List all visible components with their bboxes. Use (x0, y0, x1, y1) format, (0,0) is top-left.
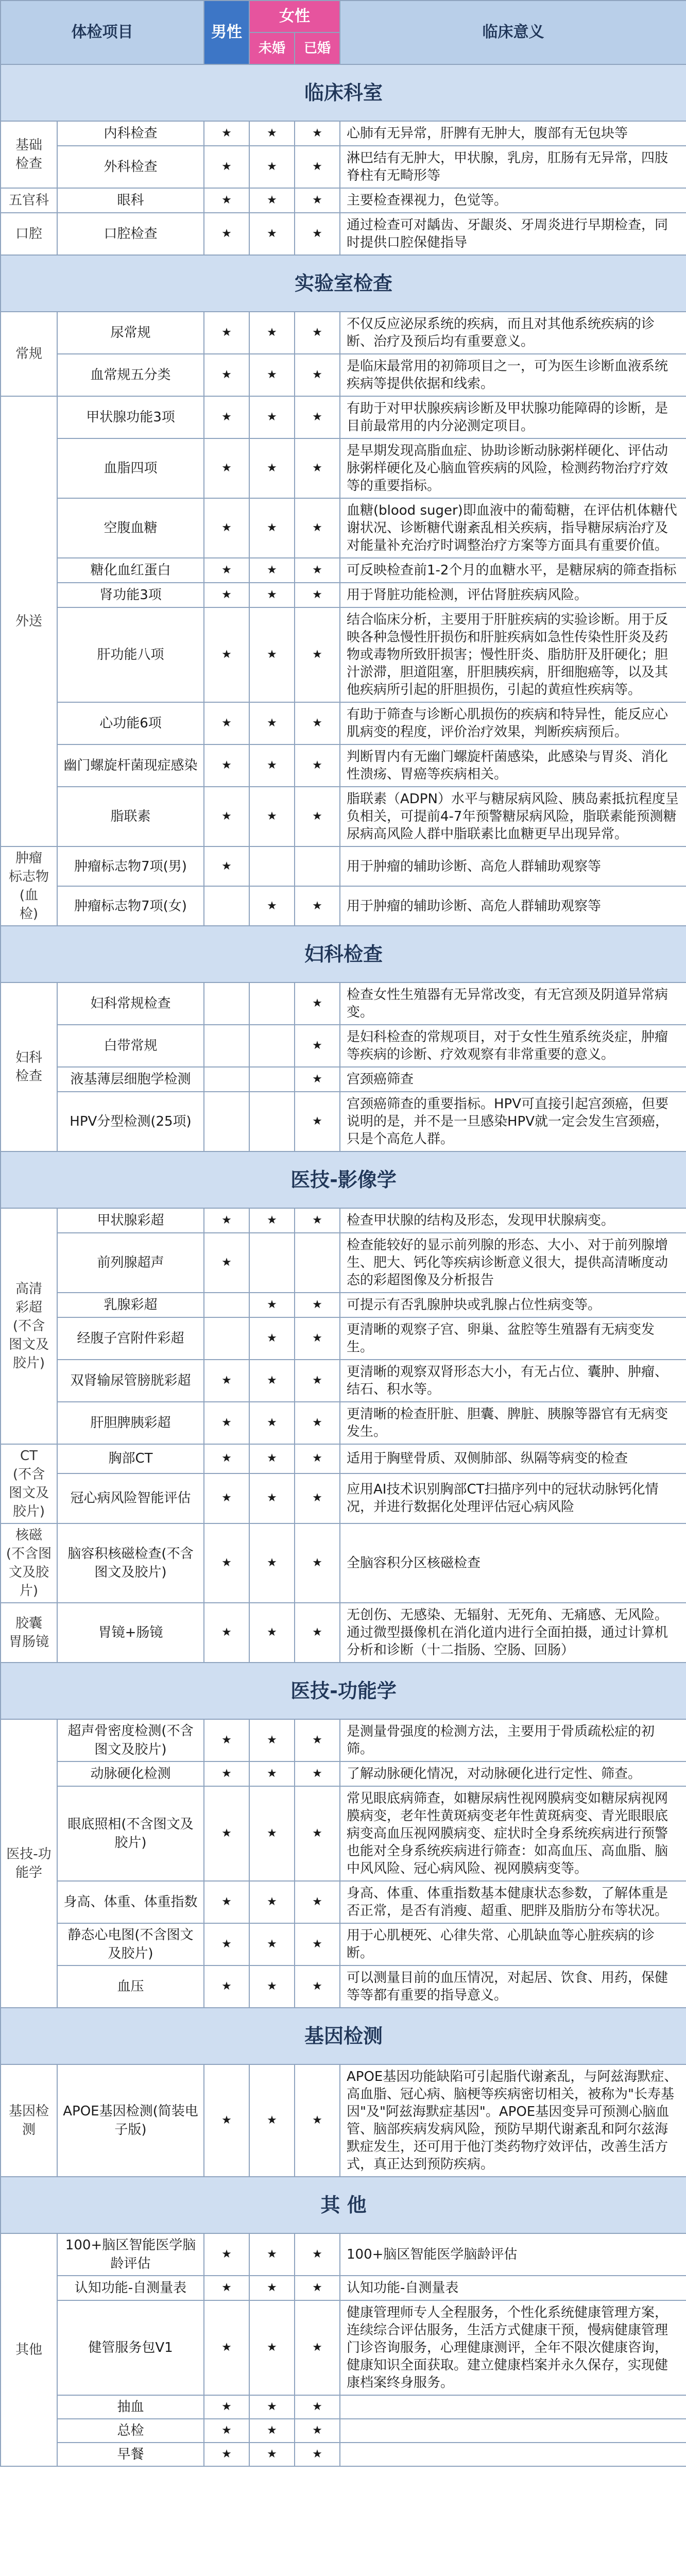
table-row (1, 2300, 686, 2395)
female-unmarried-mark: ★ (249, 1473, 295, 1523)
table-row (1, 1360, 686, 1402)
clinical-meaning: 是妇科检查的常规项目，对于女性生殖系统炎症，肿瘤等疾病的诊断、疗效观察有非常重要的意义。 (340, 1025, 686, 1067)
item-name: 脑容积核磁检查(不含图文及胶片) (57, 1523, 204, 1603)
table-row (1, 146, 686, 188)
male-mark: ★ (204, 1360, 249, 1402)
female-unmarried-mark: ★ (249, 121, 295, 146)
female-married-mark: ★ (295, 2395, 340, 2419)
clinical-meaning: 用于肿瘤的辅助诊断、高危人群辅助观察等 (340, 846, 686, 886)
male-mark: ★ (204, 1719, 249, 1761)
category-cell: 口腔 (1, 213, 57, 255)
female-unmarried-mark: ★ (249, 354, 295, 396)
item-name: 前列腺超声 (57, 1233, 204, 1293)
male-mark: ★ (204, 558, 249, 583)
item-name: 脂联素 (57, 787, 204, 846)
female-unmarried-mark: ★ (249, 702, 295, 744)
section-title: 医技-功能学 (1, 1663, 686, 1719)
item-name: 甲状腺功能3项 (57, 396, 204, 438)
male-mark: ★ (204, 213, 249, 255)
clinical-meaning: 更清晰的观察子宫、卵巢、盆腔等生殖器有无病变发生。 (340, 1317, 686, 1360)
male-mark: ★ (204, 702, 249, 744)
table-row (1, 846, 686, 886)
male-mark: ★ (204, 354, 249, 396)
female-married-mark: ★ (295, 1025, 340, 1067)
clinical-meaning: 宫颈癌筛查的重要指标。HPV可直接引起宫颈癌，但要说明的是，并不是一旦感染HPV就一定会发生宫颈癌，只是个高危人群。 (340, 1092, 686, 1151)
category-cell: 医技-功 能学 (1, 1719, 57, 2008)
table-row (1, 787, 686, 846)
female-unmarried-mark (249, 982, 295, 1025)
clinical-meaning: 用于肿瘤的辅助诊断、高危人群辅助观察等 (340, 886, 686, 926)
male-mark: ★ (204, 1923, 249, 1965)
table-row (1, 1761, 686, 1786)
female-unmarried-mark: ★ (249, 2276, 295, 2300)
table-row (1, 312, 686, 354)
female-married-mark: ★ (295, 1293, 340, 1317)
male-mark (204, 1092, 249, 1151)
table-row (1, 2395, 686, 2419)
item-name: 超声骨密度检测(不含图文及胶片) (57, 1719, 204, 1761)
female-unmarried-mark: ★ (249, 1603, 295, 1663)
female-unmarried-mark: ★ (249, 1208, 295, 1233)
section-header (1, 2008, 686, 2064)
table-row (1, 607, 686, 702)
header-female: 女性 (249, 1, 340, 32)
female-unmarried-mark: ★ (249, 1786, 295, 1881)
table-row (1, 1233, 686, 1293)
item-name: 内科检查 (57, 121, 204, 146)
category-cell: 其他 (1, 2233, 57, 2466)
section-header (1, 2177, 686, 2233)
female-married-mark: ★ (295, 1923, 340, 1965)
female-married-mark: ★ (295, 1092, 340, 1151)
female-married-mark: ★ (295, 583, 340, 607)
male-mark: ★ (204, 2443, 249, 2466)
female-unmarried-mark (249, 1092, 295, 1151)
item-name: 经腹子宫附件彩超 (57, 1317, 204, 1360)
table-row (1, 1067, 686, 1092)
category-cell: 基础 检查 (1, 121, 57, 188)
female-unmarried-mark (249, 846, 295, 886)
male-mark (204, 1293, 249, 1317)
female-unmarried-mark: ★ (249, 188, 295, 213)
female-married-mark: ★ (295, 1719, 340, 1761)
female-married-mark: ★ (295, 702, 340, 744)
female-unmarried-mark: ★ (249, 1719, 295, 1761)
male-mark: ★ (204, 1786, 249, 1881)
female-married-mark: ★ (295, 1523, 340, 1603)
male-mark: ★ (204, 1965, 249, 2008)
category-cell: 胶囊 胃肠镜 (1, 1603, 57, 1663)
male-mark: ★ (204, 1881, 249, 1923)
female-unmarried-mark: ★ (249, 1881, 295, 1923)
table-row (1, 1923, 686, 1965)
category-cell: 外送 (1, 396, 57, 846)
female-married-mark: ★ (295, 2443, 340, 2466)
female-married-mark: ★ (295, 2064, 340, 2177)
clinical-meaning (340, 2443, 686, 2466)
item-name: 双肾输尿管膀胱彩超 (57, 1360, 204, 1402)
table-row (1, 2064, 686, 2177)
male-mark: ★ (204, 498, 249, 558)
male-mark: ★ (204, 1523, 249, 1603)
clinical-meaning: 无创伤、无感染、无辐射、无死角、无痛感、无风险。通过微型摄像机在消化道内进行全面拍摄，通过计算机分析和诊断（十二指肠、空肠、回肠） (340, 1603, 686, 1663)
item-name: 肿瘤标志物7项(女) (57, 886, 204, 926)
item-name: 认知功能-自测量表 (57, 2276, 204, 2300)
table-row (1, 1317, 686, 1360)
female-unmarried-mark (249, 1067, 295, 1092)
item-name: 早餐 (57, 2443, 204, 2466)
male-mark: ★ (204, 2395, 249, 2419)
female-married-mark: ★ (295, 1067, 340, 1092)
female-married-mark: ★ (295, 396, 340, 438)
clinical-meaning: 有助于对甲状腺疾病诊断及甲状腺功能障碍的诊断，是目前最常用的内分泌测定项目。 (340, 396, 686, 438)
table-row (1, 1473, 686, 1523)
table-row (1, 1208, 686, 1233)
male-mark: ★ (204, 787, 249, 846)
female-married-mark (295, 846, 340, 886)
female-married-mark: ★ (295, 2419, 340, 2443)
clinical-meaning: 健康管理师专人全程服务，个性化系统健康管理方案，连续综合评估服务，生活方式健康干预，慢病健康管理门诊咨询服务，心理健康测评，全年不限次健康咨询，健康知识全面获取。建立健康档案并永久保存，实现健康档案终身服务。 (340, 2300, 686, 2395)
male-mark (204, 982, 249, 1025)
table-row (1, 1523, 686, 1603)
item-name: 肝功能八项 (57, 607, 204, 702)
female-unmarried-mark: ★ (249, 583, 295, 607)
male-mark: ★ (204, 2064, 249, 2177)
clinical-meaning: 血糖(blood suger)即血液中的葡萄糖，在评估机体糖代谢状况、诊断糖代谢紊乱相关疾病，指导糖尿病治疗及对能量补充治疗时调整治疗方案等方面具有重要价值。 (340, 498, 686, 558)
checkup-table-body (1, 64, 686, 2466)
male-mark (204, 1025, 249, 1067)
section-header (1, 1663, 686, 1719)
clinical-meaning: 是临床最常用的初筛项目之一，可为医生诊断血液系统疾病等提供依据和线索。 (340, 354, 686, 396)
female-married-mark: ★ (295, 2300, 340, 2395)
female-married-mark: ★ (295, 121, 340, 146)
female-unmarried-mark: ★ (249, 1523, 295, 1603)
clinical-meaning: 用于肾脏功能检测，评估肾脏疾病风险。 (340, 583, 686, 607)
section-header (1, 1151, 686, 1208)
female-unmarried-mark: ★ (249, 2395, 295, 2419)
table-row (1, 2276, 686, 2300)
male-mark: ★ (204, 1208, 249, 1233)
item-name: 肝胆脾胰彩超 (57, 1402, 204, 1444)
male-mark: ★ (204, 2419, 249, 2443)
item-name: 心功能6项 (57, 702, 204, 744)
female-married-mark: ★ (295, 188, 340, 213)
item-name: 健管服务包V1 (57, 2300, 204, 2395)
female-married-mark: ★ (295, 886, 340, 926)
female-married-mark: ★ (295, 744, 340, 787)
header-unmarried: 未婚 (249, 32, 295, 64)
item-name: 100+脑区智能医学脑龄评估 (57, 2233, 204, 2276)
item-name: 液基薄层细胞学检测 (57, 1067, 204, 1092)
female-unmarried-mark: ★ (249, 1293, 295, 1317)
section-title: 实验室检查 (1, 255, 686, 312)
clinical-meaning (340, 2395, 686, 2419)
table-row (1, 1965, 686, 2008)
table-row (1, 583, 686, 607)
item-name: 乳腺彩超 (57, 1293, 204, 1317)
female-unmarried-mark: ★ (249, 312, 295, 354)
female-unmarried-mark: ★ (249, 1965, 295, 2008)
female-married-mark: ★ (295, 213, 340, 255)
section-header (1, 64, 686, 121)
clinical-meaning: 有助于筛查与诊断心肌损伤的疾病和特异性，能反应心肌病变的程度，评价治疗效果，判断疾病预后。 (340, 702, 686, 744)
clinical-meaning: 常见眼底病筛查，如糖尿病性视网膜病变如糖尿病视网膜病变，老年性黄斑病变老年性黄斑病变、青光眼眼底病变高血压视网膜病变、症状时全身系统疾病进行预警也能对全身系统疾病进行筛查：如高血压、高血脂、脑中风风险、冠心病风险、视网膜病变等。 (340, 1786, 686, 1881)
item-name: 血压 (57, 1965, 204, 2008)
female-married-mark: ★ (295, 607, 340, 702)
header-male: 男性 (204, 1, 249, 64)
table-row (1, 2419, 686, 2443)
female-unmarried-mark: ★ (249, 607, 295, 702)
female-unmarried-mark: ★ (249, 396, 295, 438)
category-cell: CT (不含 图文及 胶片) (1, 1444, 57, 1523)
category-cell: 核磁 (不含图 文及胶 片) (1, 1523, 57, 1603)
table-row (1, 498, 686, 558)
header-item: 体检项目 (1, 1, 204, 64)
clinical-meaning: 判断胃内有无幽门螺旋杆菌感染，此感染与胃炎、消化性溃疡、胃癌等疾病相关。 (340, 744, 686, 787)
section-header (1, 255, 686, 312)
clinical-meaning: 结合临床分析，主要用于肝脏疾病的实验诊断。用于反映各种急慢性肝损伤和肝脏疾病如急性传染性肝炎及药物或毒物所致肝损害；慢性肝炎、脂肪肝及肝硬化；胆汁淤滞，胆道阻塞，肝胆胰疾病，肝细胞癌等，以及其他疾病所引起的肝胆损伤，引起的黄疸性疾病等。 (340, 607, 686, 702)
male-mark: ★ (204, 1473, 249, 1523)
item-name: 眼底照相(不含图文及胶片) (57, 1786, 204, 1881)
item-name: 糖化血红蛋白 (57, 558, 204, 583)
table-row (1, 213, 686, 255)
female-unmarried-mark: ★ (249, 1761, 295, 1786)
male-mark: ★ (204, 744, 249, 787)
female-unmarried-mark: ★ (249, 787, 295, 846)
table-row (1, 1025, 686, 1067)
category-cell: 肿瘤 标志物 (血 检) (1, 846, 57, 926)
female-unmarried-mark: ★ (249, 2443, 295, 2466)
female-unmarried-mark: ★ (249, 2300, 295, 2395)
clinical-meaning: APOE基因功能缺陷可引起脂代谢紊乱，与阿兹海默症、高血脂、冠心病、脑梗等疾病密切相关，被称为"长寿基因"及"阿兹海默症基因"。APOE基因变异可预测心脑血管、脑部疾病发病风险，预防早期代谢紊乱和阿尔兹海默症发生，还可用于他汀类药物疗效评估，改善生活方式，真正达到预防疾病。 (340, 2064, 686, 2177)
clinical-meaning: 检查甲状腺的结构及形态，发现甲状腺病变。 (340, 1208, 686, 1233)
male-mark: ★ (204, 2276, 249, 2300)
female-unmarried-mark: ★ (249, 213, 295, 255)
female-married-mark: ★ (295, 312, 340, 354)
female-unmarried-mark: ★ (249, 558, 295, 583)
clinical-meaning: 可反映检查前1-2个月的血糖水平，是糖尿病的筛查指标 (340, 558, 686, 583)
clinical-meaning: 不仅反应泌尿系统的疾病，而且对其他系统疾病的诊断、治疗及预后均有重要意义。 (340, 312, 686, 354)
female-unmarried-mark: ★ (249, 886, 295, 926)
clinical-meaning: 检查女性生殖器有无异常改变，有无宫颈及阴道异常病变。 (340, 982, 686, 1025)
item-name: 肾功能3项 (57, 583, 204, 607)
male-mark: ★ (204, 146, 249, 188)
section-title: 其 他 (1, 2177, 686, 2233)
category-cell: 高清 彩超 (不含 图文及 胶片) (1, 1208, 57, 1444)
clinical-meaning: 心肺有无异常，肝脾有无肿大，腹部有无包块等 (340, 121, 686, 146)
female-married-mark (295, 1233, 340, 1293)
male-mark (204, 1317, 249, 1360)
male-mark: ★ (204, 607, 249, 702)
female-unmarried-mark: ★ (249, 2233, 295, 2276)
category-cell: 妇科 检查 (1, 982, 57, 1151)
female-married-mark: ★ (295, 1603, 340, 1663)
male-mark: ★ (204, 1233, 249, 1293)
female-unmarried-mark: ★ (249, 2064, 295, 2177)
clinical-meaning: 是测量骨强度的检测方法，主要用于骨质疏松症的初筛。 (340, 1719, 686, 1761)
item-name: 空腹血糖 (57, 498, 204, 558)
clinical-meaning: 用于心肌梗死、心律失常、心肌缺血等心脏疾病的诊断。 (340, 1923, 686, 1965)
item-name: HPV分型检测(25项) (57, 1092, 204, 1151)
female-married-mark: ★ (295, 787, 340, 846)
male-mark (204, 886, 249, 926)
clinical-meaning: 应用AI技术识别胸部CT扫描序列中的冠状动脉钙化情况，并进行数据化处理评估冠心病风险 (340, 1473, 686, 1523)
section-title: 临床科室 (1, 64, 686, 121)
category-cell: 五官科 (1, 188, 57, 213)
category-cell: 常规 (1, 312, 57, 396)
table-row (1, 886, 686, 926)
table-row (1, 1293, 686, 1317)
female-married-mark: ★ (295, 1786, 340, 1881)
item-name: 动脉硬化检测 (57, 1761, 204, 1786)
male-mark: ★ (204, 2300, 249, 2395)
female-unmarried-mark: ★ (249, 1923, 295, 1965)
table-row (1, 744, 686, 787)
male-mark: ★ (204, 583, 249, 607)
female-married-mark: ★ (295, 1965, 340, 2008)
item-name: 尿常规 (57, 312, 204, 354)
item-name: 肿瘤标志物7项(男) (57, 846, 204, 886)
item-name: 身高、体重、体重指数 (57, 1881, 204, 1923)
female-married-mark: ★ (295, 558, 340, 583)
table-row (1, 438, 686, 498)
female-married-mark: ★ (295, 354, 340, 396)
table-row (1, 558, 686, 583)
female-married-mark: ★ (295, 1402, 340, 1444)
male-mark: ★ (204, 846, 249, 886)
item-name: 血脂四项 (57, 438, 204, 498)
female-married-mark: ★ (295, 1360, 340, 1402)
clinical-meaning: 更清晰的观察双肾形态大小，有无占位、囊肿、肿瘤、结石、积水等。 (340, 1360, 686, 1402)
clinical-meaning: 脂联素（ADPN）水平与糖尿病风险、胰岛素抵抗程度呈负相关，可提前4-7年预警糖尿病风险，脂联素能预测糖尿病高风险人群中脂联素比血糖更早出现异常。 (340, 787, 686, 846)
male-mark: ★ (204, 1402, 249, 1444)
clinical-meaning: 认知功能-自测量表 (340, 2276, 686, 2300)
male-mark: ★ (204, 396, 249, 438)
female-unmarried-mark: ★ (249, 1360, 295, 1402)
male-mark: ★ (204, 2233, 249, 2276)
section-header (1, 926, 686, 982)
table-row (1, 1881, 686, 1923)
item-name: 冠心病风险智能评估 (57, 1473, 204, 1523)
clinical-meaning: 通过检查可对龋齿、牙龈炎、牙周炎进行早期检查，同时提供口腔保健指导 (340, 213, 686, 255)
female-married-mark: ★ (295, 2233, 340, 2276)
table-row (1, 1092, 686, 1151)
female-married-mark: ★ (295, 1317, 340, 1360)
clinical-meaning: 可提示有否乳腺肿块或乳腺占位性病变等。 (340, 1293, 686, 1317)
item-name: 口腔检查 (57, 213, 204, 255)
clinical-meaning: 淋巴结有无肿大，甲状腺，乳房，肛肠有无异常，四肢脊柱有无畸形等 (340, 146, 686, 188)
table-row (1, 2233, 686, 2276)
female-unmarried-mark: ★ (249, 438, 295, 498)
female-unmarried-mark: ★ (249, 2419, 295, 2443)
male-mark: ★ (204, 188, 249, 213)
table-row (1, 396, 686, 438)
table-row (1, 1603, 686, 1663)
female-married-mark: ★ (295, 1881, 340, 1923)
female-married-mark: ★ (295, 498, 340, 558)
clinical-meaning: 宫颈癌筛查 (340, 1067, 686, 1092)
section-title: 妇科检查 (1, 926, 686, 982)
item-name: 外科检查 (57, 146, 204, 188)
female-unmarried-mark: ★ (249, 1402, 295, 1444)
clinical-meaning: 全脑容积分区核磁检查 (340, 1523, 686, 1603)
item-name: APOE基因检测(简装电子版) (57, 2064, 204, 2177)
female-unmarried-mark: ★ (249, 498, 295, 558)
item-name: 眼科 (57, 188, 204, 213)
male-mark: ★ (204, 1761, 249, 1786)
male-mark (204, 1067, 249, 1092)
female-married-mark: ★ (295, 1473, 340, 1523)
item-name: 甲状腺彩超 (57, 1208, 204, 1233)
category-cell: 基因检 测 (1, 2064, 57, 2177)
female-married-mark: ★ (295, 1761, 340, 1786)
table-row (1, 188, 686, 213)
clinical-meaning: 更清晰的检查肝脏、胆囊、脾脏、胰腺等器官有无病变发生。 (340, 1402, 686, 1444)
section-title: 基因检测 (1, 2008, 686, 2064)
female-married-mark: ★ (295, 146, 340, 188)
clinical-meaning: 身高、体重、体重指数基本健康状态参数，了解体重是否正常，是否有消瘦、超重、肥胖及脂肪分布等状况。 (340, 1881, 686, 1923)
clinical-meaning: 100+脑区智能医学脑龄评估 (340, 2233, 686, 2276)
item-name: 静态心电图(不含图文及胶片) (57, 1923, 204, 1965)
female-married-mark: ★ (295, 1444, 340, 1473)
female-unmarried-mark: ★ (249, 744, 295, 787)
item-name: 胸部CT (57, 1444, 204, 1473)
table-row (1, 2443, 686, 2466)
item-name: 胃镜+肠镜 (57, 1603, 204, 1663)
item-name: 幽门螺旋杆菌现症感染 (57, 744, 204, 787)
female-married-mark: ★ (295, 982, 340, 1025)
male-mark: ★ (204, 438, 249, 498)
clinical-meaning: 是早期发现高脂血症、协助诊断动脉粥样硬化、评估动脉粥样硬化及心脑血管疾病的风险，检测药物治疗疗效等的重要指标。 (340, 438, 686, 498)
female-unmarried-mark: ★ (249, 1317, 295, 1360)
header-meaning: 临床意义 (340, 1, 686, 64)
table-row (1, 1786, 686, 1881)
female-married-mark: ★ (295, 2276, 340, 2300)
female-unmarried-mark: ★ (249, 146, 295, 188)
table-row (1, 1719, 686, 1761)
table-row (1, 354, 686, 396)
clinical-meaning: 可以测量目前的血压情况，对起居、饮食、用药，保健等等都有重要的指导意义。 (340, 1965, 686, 2008)
item-name: 血常规五分类 (57, 354, 204, 396)
male-mark: ★ (204, 312, 249, 354)
table-row (1, 1402, 686, 1444)
female-unmarried-mark (249, 1025, 295, 1067)
female-unmarried-mark: ★ (249, 1444, 295, 1473)
item-name: 白带常规 (57, 1025, 204, 1067)
table-row (1, 1444, 686, 1473)
female-married-mark: ★ (295, 438, 340, 498)
table-row (1, 982, 686, 1025)
female-unmarried-mark (249, 1233, 295, 1293)
clinical-meaning (340, 2419, 686, 2443)
clinical-meaning: 适用于胸壁骨质、双侧肺部、纵隔等病变的检查 (340, 1444, 686, 1473)
table-row (1, 702, 686, 744)
clinical-meaning: 了解动脉硬化情况，对动脉硬化进行定性、筛查。 (340, 1761, 686, 1786)
item-name: 抽血 (57, 2395, 204, 2419)
item-name: 妇科常规检查 (57, 982, 204, 1025)
male-mark: ★ (204, 121, 249, 146)
male-mark: ★ (204, 1444, 249, 1473)
header-married: 已婚 (295, 32, 340, 64)
clinical-meaning: 主要检查裸视力，色觉等。 (340, 188, 686, 213)
item-name: 总检 (57, 2419, 204, 2443)
male-mark: ★ (204, 1603, 249, 1663)
clinical-meaning: 检查能较好的显示前列腺的形态、大小、对于前列腺增生、肥大、钙化等疾病诊断意义很大，提供高清晰度动态的彩超图像及分析报告 (340, 1233, 686, 1293)
table-row (1, 121, 686, 146)
section-title: 医技-影像学 (1, 1151, 686, 1208)
female-married-mark: ★ (295, 1208, 340, 1233)
